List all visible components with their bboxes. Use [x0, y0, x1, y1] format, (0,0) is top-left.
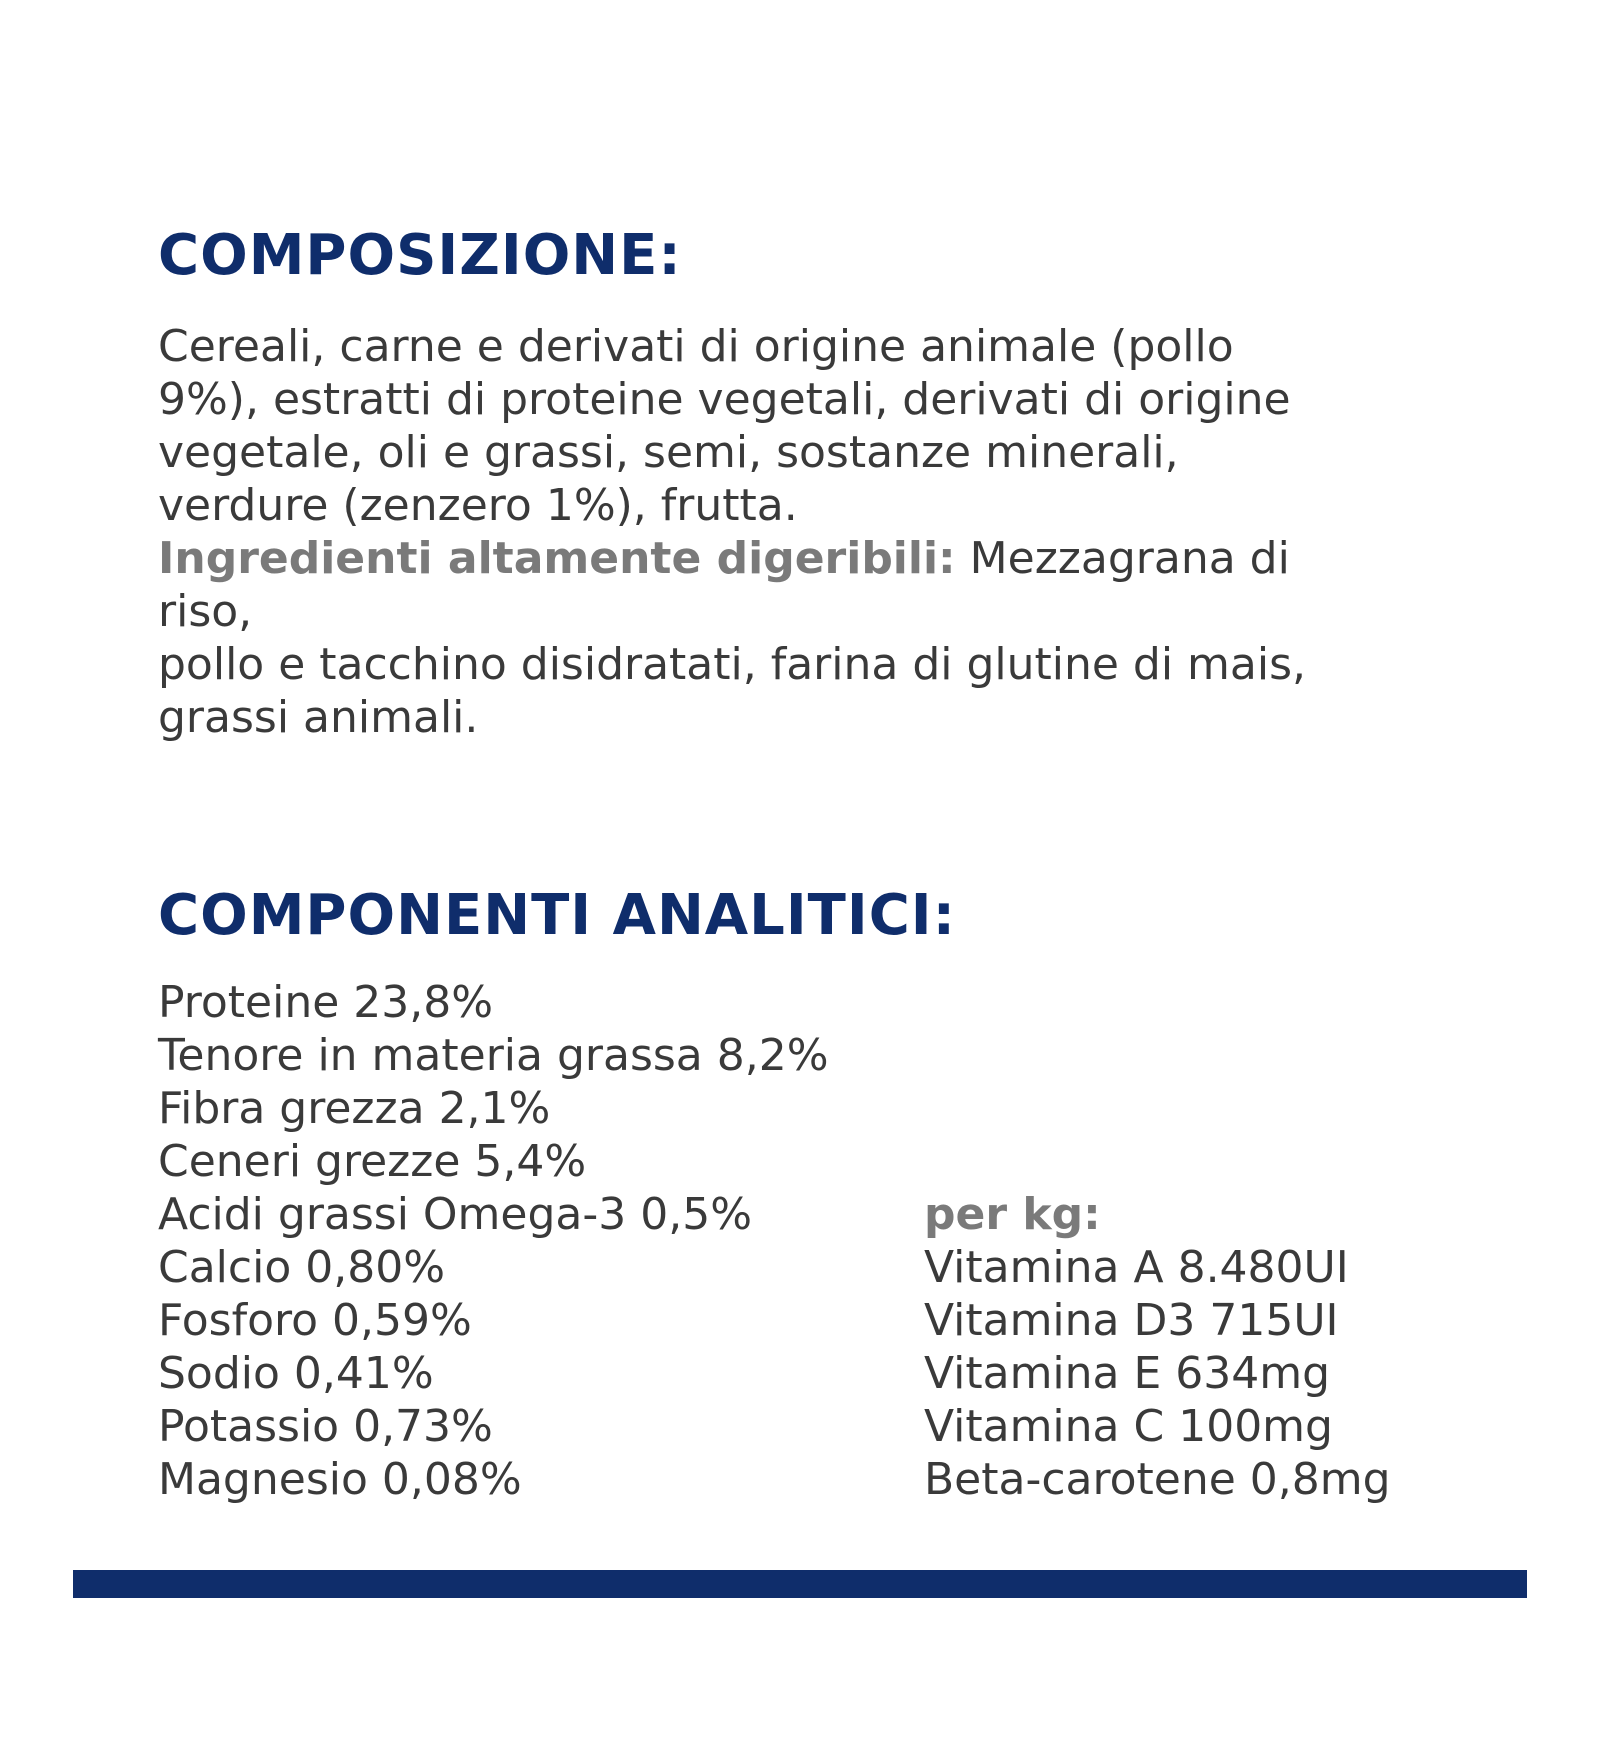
analytic-item: Sodio 0,41% — [158, 1348, 434, 1399]
vitamin-item: Vitamina E 634mg — [924, 1348, 1331, 1399]
vitamin-item: Vitamina A 8.480UI — [924, 1242, 1349, 1293]
vitamin-item: Vitamina D3 715UI — [924, 1295, 1339, 1346]
digestible-line: pollo e tacchino disidratati, farina di glutine di mais, — [158, 639, 1307, 690]
digestible-line — [158, 532, 1306, 585]
vitamin-item: Vitamina C 100mg — [924, 1401, 1333, 1452]
composition-text — [158, 320, 1306, 744]
composition-heading: COMPOSIZIONE: — [158, 223, 682, 288]
digestible-line: grassi animali. — [158, 692, 479, 743]
analytic-item: Tenore in materia grassa 8,2% — [158, 1030, 829, 1081]
analytic-item: Magnesio 0,08% — [158, 1454, 522, 1505]
digestible-text: Mezzagrana di — [969, 533, 1290, 584]
analytic-item: Fibra grezza 2,1% — [158, 1083, 551, 1134]
digestible-label: Ingredienti altamente digeribili: — [158, 533, 956, 584]
composition-line: vegetale, oli e grassi, semi, sostanze minerali, — [158, 427, 1179, 478]
analytic-components-list — [158, 976, 829, 1506]
analytic-item: Acidi grassi Omega-3 0,5% — [158, 1189, 753, 1240]
per-kg-label: per kg: — [924, 1189, 1101, 1240]
analytic-item: Fosforo 0,59% — [158, 1295, 472, 1346]
analytic-item: Calcio 0,80% — [158, 1242, 446, 1293]
analytics-heading: COMPONENTI ANALITICI: — [158, 883, 957, 948]
composition-line: 9%), estratti di proteine vegetali, derivati di origine — [158, 374, 1291, 425]
composition-line: verdure (zenzero 1%), frutta. — [158, 480, 798, 531]
analytic-item: Potassio 0,73% — [158, 1401, 493, 1452]
analytic-item: Ceneri grezze 5,4% — [158, 1136, 587, 1187]
digestible-line: riso, — [158, 586, 253, 637]
analytic-item: Proteine 23,8% — [158, 977, 494, 1028]
composition-line: Cereali, carne e derivati di origine animale (pollo — [158, 321, 1234, 372]
vitamin-item: Beta-carotene 0,8mg — [924, 1454, 1391, 1505]
vitamins-list — [924, 1188, 1391, 1506]
footer-divider-bar — [73, 1570, 1527, 1598]
